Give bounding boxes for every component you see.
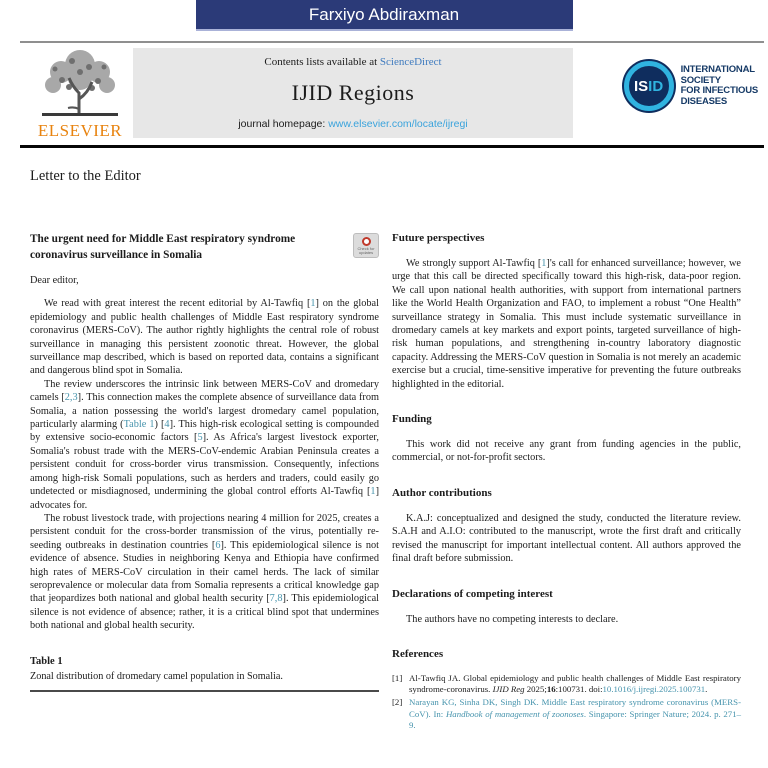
heading-funding: Funding — [392, 413, 432, 426]
reference-text — [409, 697, 741, 731]
check-for-updates-badge[interactable] — [353, 233, 379, 258]
reference-link[interactable]: Narayan KG, Sinha DK, Singh DK. Middle East respiratory syndrome coronavirus (MERS-CoV). In: — [409, 697, 741, 719]
left-column — [30, 231, 379, 731]
elsevier-wordmark: ELSEVIER — [37, 121, 123, 140]
isid-abbr-white: IS — [633, 77, 649, 95]
reference-link[interactable]: . Singapore: Springer Nature; 2024. p. 271–9. — [409, 708, 742, 730]
reference-marker: [1] — [392, 672, 403, 683]
citation-link[interactable]: 1 — [541, 258, 547, 269]
isid-line: FOR INFECTIOUS — [680, 85, 758, 96]
isid-line: DISEASES — [680, 95, 728, 107]
masthead-bottom-rule — [20, 145, 764, 148]
heading-author-contributions: Author contributions — [392, 486, 492, 499]
sciencedirect-link[interactable]: ScienceDirect — [379, 56, 442, 68]
isid-abbr-cyan: ID — [648, 77, 664, 95]
journal-masthead — [0, 41, 768, 148]
isid-circle-icon — [624, 61, 674, 111]
contents-line — [133, 56, 573, 68]
table-1-block — [30, 655, 379, 693]
isid-logo — [624, 61, 758, 111]
paragraph: The robust livestock trade, with projections nearing 4 million for 2025, creates a persistent conduit for the cross-border transmission of the virus, potentially re-seeding outbreaks in destination countries [6]. This epidemiological silence is not evidence of absence. Studies in neighboring Kenya and Ethiopia have confirmed high rates of MERS-CoV circulation in their camel herds. The lack of similar seroprevalence or molecular data from Somalia represents a critical knowledge gap that jeopardizes both national and global health security [7,8]. This epidemiological silence is not evidence of absence; rather, it is a critical blind spot that undermines both national and global health security. — [30, 512, 380, 632]
paragraph: We read with great interest the recent editorial by Al-Tawfiq [1] on the global epidemiology and public health challenges of Middle East respiratory syndrome coronavirus (MERS-CoV). The author rightly highlights the central role of robust surveillance in managing this persistent zoonotic threat. However, the global surveillance map described, which is based on reported data, contains a significant and dangerous blind spot in Somalia. — [30, 298, 379, 377]
citation-link[interactable]: 1 — [370, 486, 376, 498]
contents-prefix: Contents lists available at — [264, 56, 380, 68]
citation-link[interactable]: 7,8 — [269, 593, 283, 605]
reference-list — [392, 673, 741, 731]
reference-marker: [2] — [392, 697, 403, 708]
title-row — [30, 231, 379, 263]
homepage-line — [133, 118, 573, 130]
paragraph: We strongly support Al-Tawfiq [1]'s call for enhanced surveillance; however, we urge that this call be directed specifically toward this high-risk, data-poor region. We call upon national health authorities, with support from international partners like the World Health Organization and FAO, to implement a robust “One Health” surveillance strategy in Somalia. This must include systematic surveillance in dromedary camels at key markets and export points, targeted surveillance of high-risk human populations, and strengthening in-country laboratory diagnostic capacity. Addressing the MERS-CoV question in Somalia is not merely an academic exercise but a crucial, time-sensitive imperative for preventing the future outbreaks highlighted in the editorial. — [392, 258, 741, 390]
citation-link[interactable]: 5 — [197, 432, 203, 444]
journal-homepage-link[interactable]: www.elsevier.com/locate/ijregi — [328, 118, 468, 130]
isid-line: SOCIETY — [680, 74, 721, 86]
table-top-rule — [30, 690, 379, 692]
reference-item — [392, 697, 741, 731]
heading-references: References — [392, 647, 444, 660]
reference-link[interactable]: 10.1016/j.ijregi.2025.100731 — [602, 684, 706, 695]
homepage-prefix: journal homepage: — [238, 118, 329, 130]
article-body — [30, 231, 741, 731]
article-title: The urgent need for Middle East respiratory syndrome coronavirus surveillance in Somalia — [30, 233, 296, 261]
citation-link[interactable]: 6 — [215, 539, 221, 551]
isid-wordmark — [681, 65, 758, 107]
citation-link[interactable]: 1 — [310, 298, 316, 310]
citation-link[interactable]: 2,3 — [64, 392, 78, 404]
table-caption: Zonal distribution of dromedary camel population in Somalia. — [30, 670, 283, 682]
article-type-label: Letter to the Editor — [30, 168, 141, 184]
elsevier-logo — [28, 47, 132, 141]
crossmark-icon — [362, 237, 371, 246]
paragraph: The authors have no competing interests to declare. — [406, 613, 619, 625]
citation-link[interactable]: Table 1 — [123, 419, 155, 431]
right-column — [392, 231, 741, 731]
salutation: Dear editor, — [30, 275, 79, 286]
journal-header-box — [133, 48, 573, 138]
author-banner — [196, 0, 573, 31]
elsevier-tree-icon — [34, 47, 126, 119]
paragraph: This work did not receive any grant from funding agencies in the public, commercial, or not-for-profit sectors. — [392, 439, 741, 464]
heading-future-perspectives: Future perspectives — [392, 232, 485, 244]
reference-text: Al-Tawfiq JA. Global epidemiology and public health challenges of Middle East respiratory syndrome-coronavirus. IJID Reg 2025;16:100731. doi:10.1016/j.ijregi.2025.100731. — [409, 672, 741, 695]
author-banner-label: Farxiyo Abdiraxman — [308, 4, 460, 24]
paragraph: The review underscores the intrinsic link between MERS-CoV and dromedary camels [2,3]. This connection makes the complete absence of surveillance data from Somalia, a nation possessing the world's largest dromedary camel population, particularly alarming (Table 1) [4]. This high-risk ecological setting is compounded by extensive socio-economic factors [5]. As Africa's largest livestock exporter, Somalia's robust trade with the MERS-CoV-endemic Arabian Peninsula creates a persistent conduit for cross-border virus transmission. Consequently, infections among high-risk Somali populations, such as herders and traders, could easily go undetected or misdiagnosed, undermining the global control efforts Al-Tawfiq [1] advocates for. — [30, 378, 379, 511]
journal-title: IJID Regions — [291, 80, 415, 105]
reference-link[interactable]: Handbook of management of zoonoses — [445, 708, 584, 719]
table-label: Table 1 — [30, 655, 63, 667]
isid-line: INTERNATIONAL — [680, 64, 755, 75]
reference-item — [392, 673, 741, 695]
masthead-top-rule — [20, 41, 764, 43]
paragraph: K.A.J: conceptualized and designed the study, conducted the literature review. S.A.H and A.I.O: contributed to the manuscript, wrote the first draft and critically revised the manuscript for important intellectual content. All authors approved the final draft before submission. — [392, 512, 741, 565]
heading-declarations: Declarations of competing interest — [392, 587, 553, 600]
check-for-updates-label: Check for updates — [357, 245, 375, 255]
citation-link[interactable]: 4 — [164, 419, 170, 431]
